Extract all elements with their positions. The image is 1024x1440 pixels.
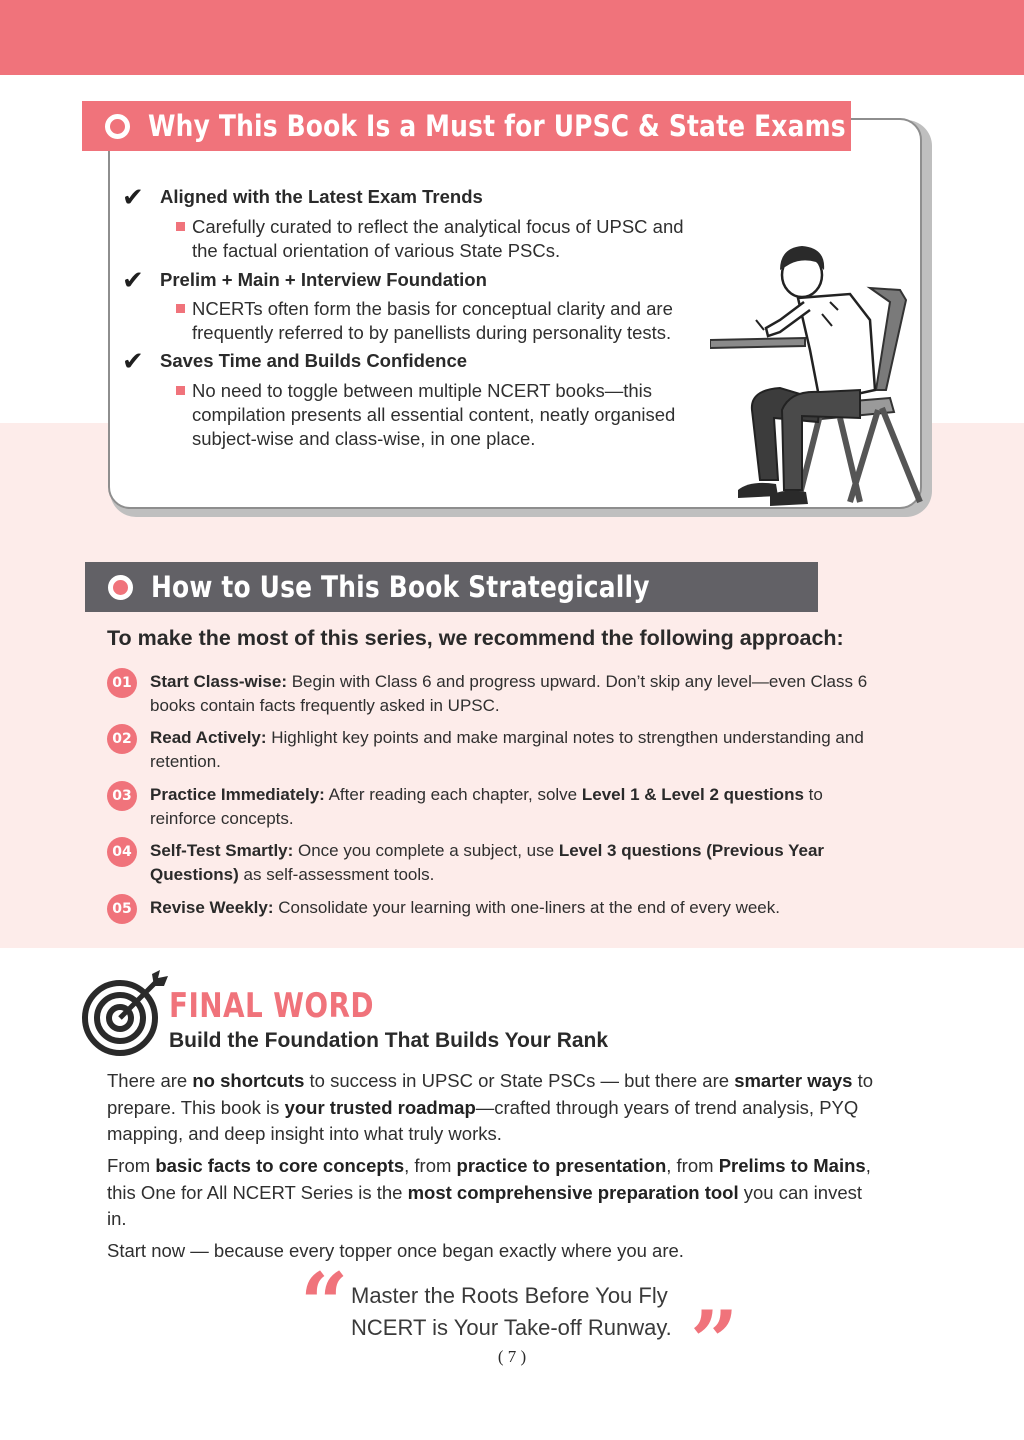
quote-open-icon: “ bbox=[300, 1254, 349, 1353]
sub-item bbox=[176, 297, 736, 345]
step-text: Read Actively: Highlight key points and make marginal notes to strengthen understanding and retention. bbox=[150, 728, 864, 771]
step-text: Revise Weekly: Consolidate your learning with one-liners at the end of every week. bbox=[150, 898, 780, 917]
student-studying-illustration bbox=[710, 240, 930, 510]
check-item bbox=[122, 185, 483, 211]
step-number-badge: 04 bbox=[107, 837, 137, 867]
sub-item-line: compilation presents all essential content, neatly organised bbox=[192, 404, 676, 425]
quote-line: Master the Roots Before You Fly bbox=[351, 1283, 668, 1308]
section-header-how bbox=[85, 562, 818, 612]
sub-item-line: frequently referred to by panellists during personality tests. bbox=[192, 322, 672, 343]
step-item bbox=[107, 896, 927, 924]
section-intro: To make the most of this series, we recommend the following approach: bbox=[107, 626, 844, 650]
step-text: Self-Test Smartly: Once you complete a subject, use Level 3 questions (Previous Year Questions) as self-assessment tools. bbox=[150, 841, 825, 884]
step-item bbox=[107, 726, 927, 774]
final-word-subtitle: Build the Foundation That Builds Your Rank bbox=[169, 1029, 609, 1052]
step-number-badge: 05 bbox=[107, 894, 137, 924]
sub-item bbox=[176, 215, 736, 263]
top-banner bbox=[0, 0, 1024, 75]
step-item bbox=[107, 783, 927, 831]
step-text: Practice Immediately: After reading each chapter, solve Level 1 & Level 2 questions to reinforce concepts. bbox=[150, 785, 823, 828]
sub-item-line: the factual orientation of various State PSCs. bbox=[192, 240, 561, 261]
square-bullet-icon bbox=[176, 386, 185, 395]
sub-item-line: Carefully curated to reflect the analytical focus of UPSC and bbox=[192, 216, 684, 237]
step-number-badge: 02 bbox=[107, 724, 137, 754]
checkmark-icon: ✔ bbox=[122, 266, 144, 296]
page-number: ( 7 ) bbox=[497, 1347, 527, 1366]
step-number-badge: 01 bbox=[107, 668, 137, 698]
bullet-circle-icon bbox=[108, 575, 133, 600]
step-item bbox=[107, 839, 927, 887]
step-text: Start Class-wise: Begin with Class 6 and progress upward. Don’t skip any level—even Class 6 books contain facts frequently asked in UPSC. bbox=[150, 672, 868, 715]
check-item-title: Saves Time and Builds Confidence bbox=[160, 350, 468, 371]
square-bullet-icon bbox=[176, 222, 185, 231]
paragraph: Start now — because every topper once began exactly where you are. bbox=[107, 1240, 684, 1261]
section-header-why bbox=[82, 101, 851, 151]
sub-item-line: subject-wise and class-wise, in one place. bbox=[192, 428, 536, 449]
check-item bbox=[122, 349, 467, 375]
sub-item bbox=[176, 379, 736, 451]
sub-item-line: NCERTs often form the basis for conceptual clarity and are bbox=[192, 298, 673, 319]
paragraph: There are no shortcuts to success in UPSC or State PSCs — but there are smarter ways to prepare. This book is your trusted roadmap—crafted through years of trend analysis, PYQ mapping, and deep insight into what truly works. bbox=[107, 1070, 874, 1144]
checkmark-icon: ✔ bbox=[122, 347, 144, 377]
section-title: Why This Book Is a Must for UPSC & State Exams bbox=[148, 109, 846, 143]
check-item-title: Prelim + Main + Interview Foundation bbox=[160, 269, 487, 290]
square-bullet-icon bbox=[176, 304, 185, 313]
check-item-title: Aligned with the Latest Exam Trends bbox=[160, 186, 483, 207]
paragraph: From basic facts to core concepts, from practice to presentation, from Prelims to Mains, this One for All NCERT Series is the most comprehensive preparation tool you can invest in. bbox=[107, 1155, 871, 1229]
step-item bbox=[107, 670, 927, 718]
bullet-circle-icon bbox=[105, 114, 130, 139]
check-item bbox=[122, 268, 487, 294]
final-word-title: FINAL WORD bbox=[169, 986, 374, 1026]
sub-item-line: No need to toggle between multiple NCERT books—this bbox=[192, 380, 653, 401]
checkmark-icon: ✔ bbox=[122, 183, 144, 213]
target-dart-icon bbox=[82, 966, 174, 1058]
quote-close-icon: ” bbox=[690, 1292, 739, 1391]
step-number-badge: 03 bbox=[107, 781, 137, 811]
section-title: How to Use This Book Strategically bbox=[151, 570, 650, 604]
quote-line: NCERT is Your Take-off Runway. bbox=[351, 1315, 672, 1340]
